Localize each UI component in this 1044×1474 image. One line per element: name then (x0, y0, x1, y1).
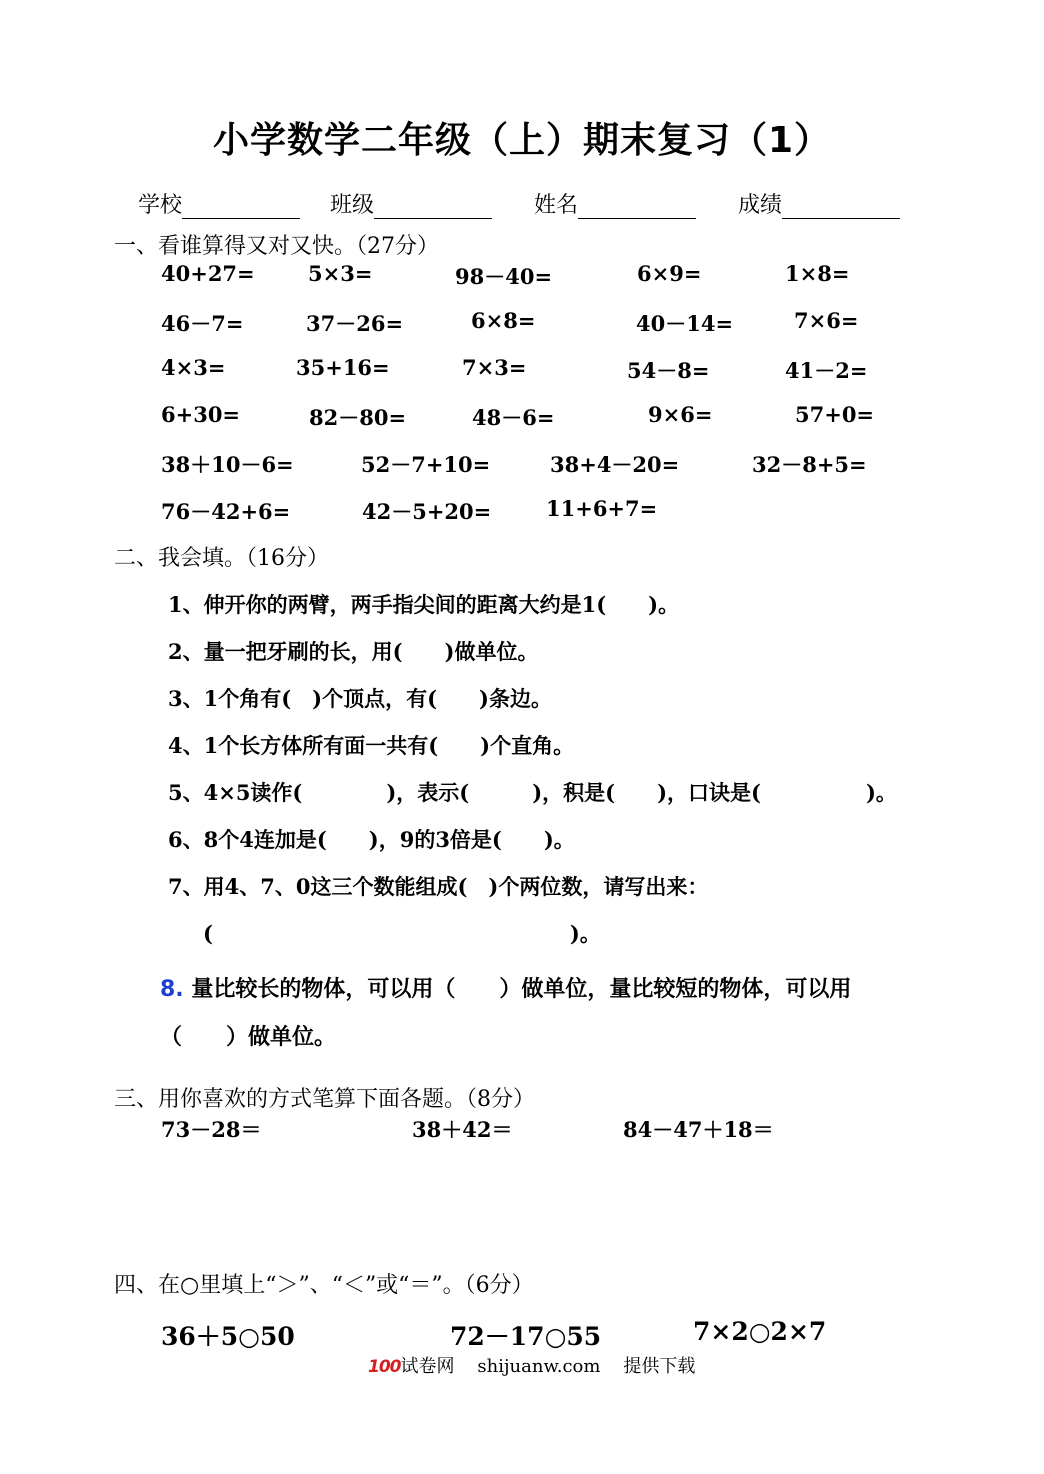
fill-question: 7、用4、7、0这三个数能组成( )个两位数，请写出来： (168, 874, 709, 899)
equation: 40－14= (636, 311, 734, 336)
score-field[interactable] (738, 188, 900, 219)
equation: 9×6= (648, 402, 713, 427)
fill-question: 3、1个角有( )个顶点，有( )条边。 (168, 686, 552, 711)
score-label: 成绩 (738, 193, 783, 218)
equation: 7×6= (794, 308, 859, 333)
fill-question-8-continued: （ ）做单位。 (160, 1025, 337, 1050)
answer-line: ( )。 (203, 921, 601, 946)
question-number: 8. (160, 977, 184, 1002)
score-blank[interactable] (782, 194, 900, 219)
written-problem: 84－47＋18＝ (623, 1117, 774, 1142)
compare-problem: 7×2○2×7 (693, 1317, 827, 1346)
fill-question: 5、4×5读作( )，表示( )，积是( )，口诀是( )。 (168, 780, 897, 805)
equation: 35+16= (296, 355, 390, 380)
equation: 5×3= (308, 261, 373, 286)
name-blank[interactable] (578, 194, 696, 219)
equation: 52－7+10= (361, 452, 491, 477)
equation: 6+30= (161, 402, 241, 427)
equation: 82－80= (309, 405, 407, 430)
page-title: 小学数学二年级（上）期末复习（1） (212, 120, 832, 161)
equation: 1×8= (785, 261, 850, 286)
equation: 4×3= (161, 355, 226, 380)
section3-heading: 三、用你喜欢的方式笔算下面各题。（8分） (114, 1087, 535, 1112)
name-field[interactable] (534, 188, 696, 219)
compare-problem: 36＋5○50 (161, 1322, 295, 1351)
written-problem: 73－28＝ (161, 1117, 262, 1142)
footer-note: 提供下载 (623, 1356, 696, 1377)
footer-site[interactable]: shijuanw.com (477, 1356, 601, 1377)
equation: 7×3= (462, 355, 527, 380)
question-text: 量比较长的物体，可以用（ ）做单位，量比较短的物体，可以用 (191, 977, 852, 1002)
equation: 40+27= (161, 261, 255, 286)
equation: 32－8+5= (752, 452, 867, 477)
school-blank[interactable] (182, 194, 300, 219)
equation: 38+4－20= (550, 452, 680, 477)
equation: 57+0= (795, 402, 875, 427)
equation: 37－26= (306, 311, 404, 336)
section1-heading: 一、看谁算得又对又快。（27分） (114, 234, 439, 259)
equation: 76－42+6= (161, 499, 291, 524)
equation: 41－2= (785, 358, 868, 383)
equation: 38＋10－6= (161, 452, 294, 477)
fill-question: 6、8个4连加是( )，9的3倍是( )。 (168, 827, 575, 852)
footer (368, 1352, 695, 1378)
section2-heading: 二、我会填。（16分） (114, 546, 329, 571)
section4-heading: 四、在○里填上“＞”、“＜”或“＝”。（6分） (114, 1273, 534, 1298)
logo: 100 (368, 1357, 401, 1377)
fill-question-8 (160, 972, 851, 1003)
equation: 6×9= (637, 261, 702, 286)
fill-question: 1、伸开你的两臂，两手指尖间的距离大约是1( )。 (168, 592, 680, 617)
compare-problem: 72－17○55 (450, 1322, 602, 1351)
school-field[interactable] (138, 188, 300, 219)
equation: 42－5+20= (362, 499, 492, 524)
equation: 46－7= (161, 311, 244, 336)
name-label: 姓名 (534, 193, 579, 218)
written-problem: 38＋42＝ (412, 1117, 513, 1142)
class-field[interactable] (330, 188, 492, 219)
equation: 48－6= (472, 405, 555, 430)
class-label: 班级 (330, 193, 375, 218)
equation: 98－40= (455, 264, 553, 289)
equation: 11+6+7= (546, 496, 658, 521)
fill-question: 2、量一把牙刷的长，用( )做单位。 (168, 639, 539, 664)
fill-question: 4、1个长方体所有面一共有( )个直角。 (168, 733, 575, 758)
school-label: 学校 (138, 193, 183, 218)
class-blank[interactable] (374, 194, 492, 219)
equation: 6×8= (471, 308, 536, 333)
equation: 54－8= (627, 358, 710, 383)
footer-brand: 试卷网 (400, 1356, 455, 1377)
